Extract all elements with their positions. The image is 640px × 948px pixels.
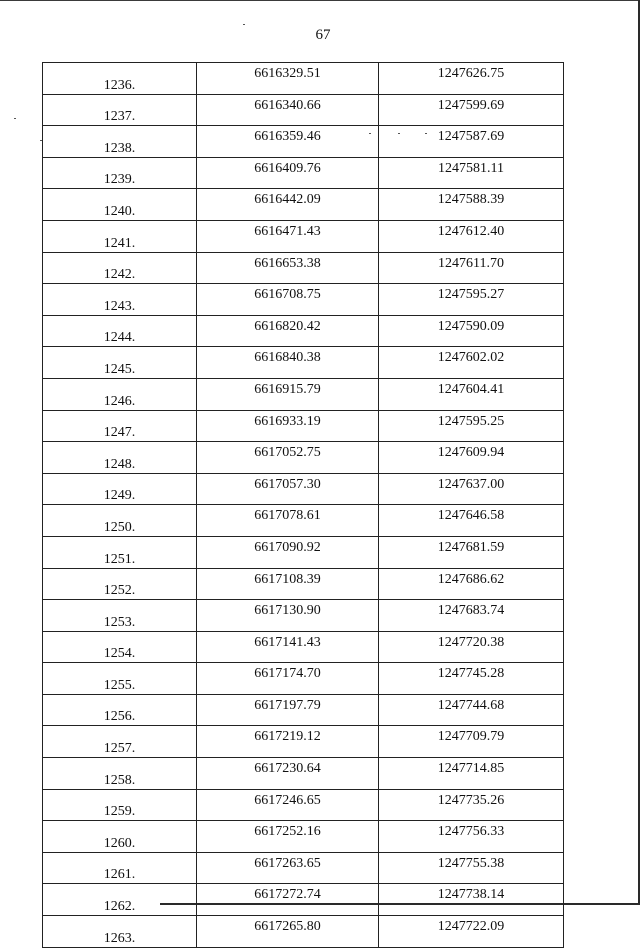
table-row [43,63,564,95]
table-row [43,536,564,568]
table-row [43,189,564,221]
point-number-cell: 1242. [43,252,197,284]
table-row [43,252,564,284]
point-number-cell: 1238. [43,126,197,158]
y-coordinate-cell: 1247646.58 [379,505,564,537]
point-number-cell: 1240. [43,189,197,221]
table-row [43,884,564,916]
table-row [43,378,564,410]
point-number-cell: 1241. [43,220,197,252]
point-number-cell: 1243. [43,284,197,316]
y-coordinate-cell: 1247738.14 [379,884,564,916]
table-row [43,157,564,189]
y-coordinate-cell: 1247744.68 [379,694,564,726]
table-row [43,505,564,537]
y-coordinate-cell: 1247637.00 [379,473,564,505]
point-number-cell: 1256. [43,694,197,726]
y-coordinate-cell: 1247590.09 [379,315,564,347]
y-coordinate-cell: 1247720.38 [379,631,564,663]
table-row [43,347,564,379]
x-coordinate-cell: 6617265.80 [197,916,379,948]
x-coordinate-cell: 6616471.43 [197,220,379,252]
x-coordinate-cell: 6616359.46 [197,126,379,158]
table-row [43,284,564,316]
table-row [43,852,564,884]
table-row [43,663,564,695]
y-coordinate-cell: 1247599.69 [379,94,564,126]
x-coordinate-cell: 6617057.30 [197,473,379,505]
table-row [43,315,564,347]
y-coordinate-cell: 1247686.62 [379,568,564,600]
x-coordinate-cell: 6616409.76 [197,157,379,189]
point-number-cell: 1258. [43,758,197,790]
y-coordinate-cell: 1247626.75 [379,63,564,95]
y-coordinate-cell: 1247604.41 [379,378,564,410]
table-row [43,126,564,158]
point-number-cell: 1262. [43,884,197,916]
point-number-cell: 1263. [43,916,197,948]
y-coordinate-cell: 1247755.38 [379,852,564,884]
x-coordinate-cell: 6617272.74 [197,884,379,916]
table-row [43,600,564,632]
x-coordinate-cell: 6617130.90 [197,600,379,632]
y-coordinate-cell: 1247714.85 [379,758,564,790]
x-coordinate-cell: 6617078.61 [197,505,379,537]
x-coordinate-cell: 6617174.70 [197,663,379,695]
point-number-cell: 1245. [43,347,197,379]
y-coordinate-cell: 1247587.69 [379,126,564,158]
x-coordinate-cell: 6617197.79 [197,694,379,726]
y-coordinate-cell: 1247681.59 [379,536,564,568]
x-coordinate-cell: 6616442.09 [197,189,379,221]
table-row [43,473,564,505]
table-row [43,789,564,821]
y-coordinate-cell: 1247595.27 [379,284,564,316]
x-coordinate-cell: 6617219.12 [197,726,379,758]
table-row [43,758,564,790]
point-number-cell: 1253. [43,600,197,632]
x-coordinate-cell: 6616329.51 [197,63,379,95]
y-coordinate-cell: 1247745.28 [379,663,564,695]
x-coordinate-cell: 6617090.92 [197,536,379,568]
page-number: 67 [315,27,331,43]
x-coordinate-cell: 6616933.19 [197,410,379,442]
x-coordinate-cell: 6616840.38 [197,347,379,379]
x-coordinate-cell: 6616708.75 [197,284,379,316]
x-coordinate-cell: 6617052.75 [197,442,379,474]
y-coordinate-cell: 1247683.74 [379,600,564,632]
y-coordinate-cell: 1247602.02 [379,347,564,379]
x-coordinate-cell: 6617252.16 [197,821,379,853]
table-row [43,821,564,853]
x-coordinate-cell: 6616653.38 [197,252,379,284]
coordinates-table [42,62,564,948]
y-coordinate-cell: 1247595.25 [379,410,564,442]
point-number-cell: 1254. [43,631,197,663]
coordinates-table-body [43,63,564,948]
y-coordinate-cell: 1247588.39 [379,189,564,221]
scan-speck [243,24,245,25]
x-coordinate-cell: 6616820.42 [197,315,379,347]
point-number-cell: 1251. [43,536,197,568]
x-coordinate-cell: 6617246.65 [197,789,379,821]
point-number-cell: 1246. [43,378,197,410]
y-coordinate-cell: 1247756.33 [379,821,564,853]
point-number-cell: 1252. [43,568,197,600]
y-coordinate-cell: 1247609.94 [379,442,564,474]
x-coordinate-cell: 6617263.65 [197,852,379,884]
point-number-cell: 1248. [43,442,197,474]
y-coordinate-cell: 1247612.40 [379,220,564,252]
point-number-cell: 1255. [43,663,197,695]
y-coordinate-cell: 1247735.26 [379,789,564,821]
y-coordinate-cell: 1247709.79 [379,726,564,758]
y-coordinate-cell: 1247581.11 [379,157,564,189]
x-coordinate-cell: 6616340.66 [197,94,379,126]
table-row [43,916,564,948]
point-number-cell: 1237. [43,94,197,126]
point-number-cell: 1259. [43,789,197,821]
x-coordinate-cell: 6617108.39 [197,568,379,600]
point-number-cell: 1247. [43,410,197,442]
x-coordinate-cell: 6617230.64 [197,758,379,790]
point-number-cell: 1250. [43,505,197,537]
y-coordinate-cell: 1247722.09 [379,916,564,948]
table-row [43,694,564,726]
table-row [43,94,564,126]
x-coordinate-cell: 6616915.79 [197,378,379,410]
x-coordinate-cell: 6617141.43 [197,631,379,663]
point-number-cell: 1244. [43,315,197,347]
point-number-cell: 1261. [43,852,197,884]
point-number-cell: 1260. [43,821,197,853]
table-row [43,568,564,600]
point-number-cell: 1239. [43,157,197,189]
table-row [43,631,564,663]
point-number-cell: 1236. [43,63,197,95]
table-row [43,726,564,758]
point-number-cell: 1257. [43,726,197,758]
page-top-edge [0,0,640,1]
table-row [43,220,564,252]
y-coordinate-cell: 1247611.70 [379,252,564,284]
table-row [43,410,564,442]
scan-speck [14,118,16,119]
table-row [43,442,564,474]
point-number-cell: 1249. [43,473,197,505]
